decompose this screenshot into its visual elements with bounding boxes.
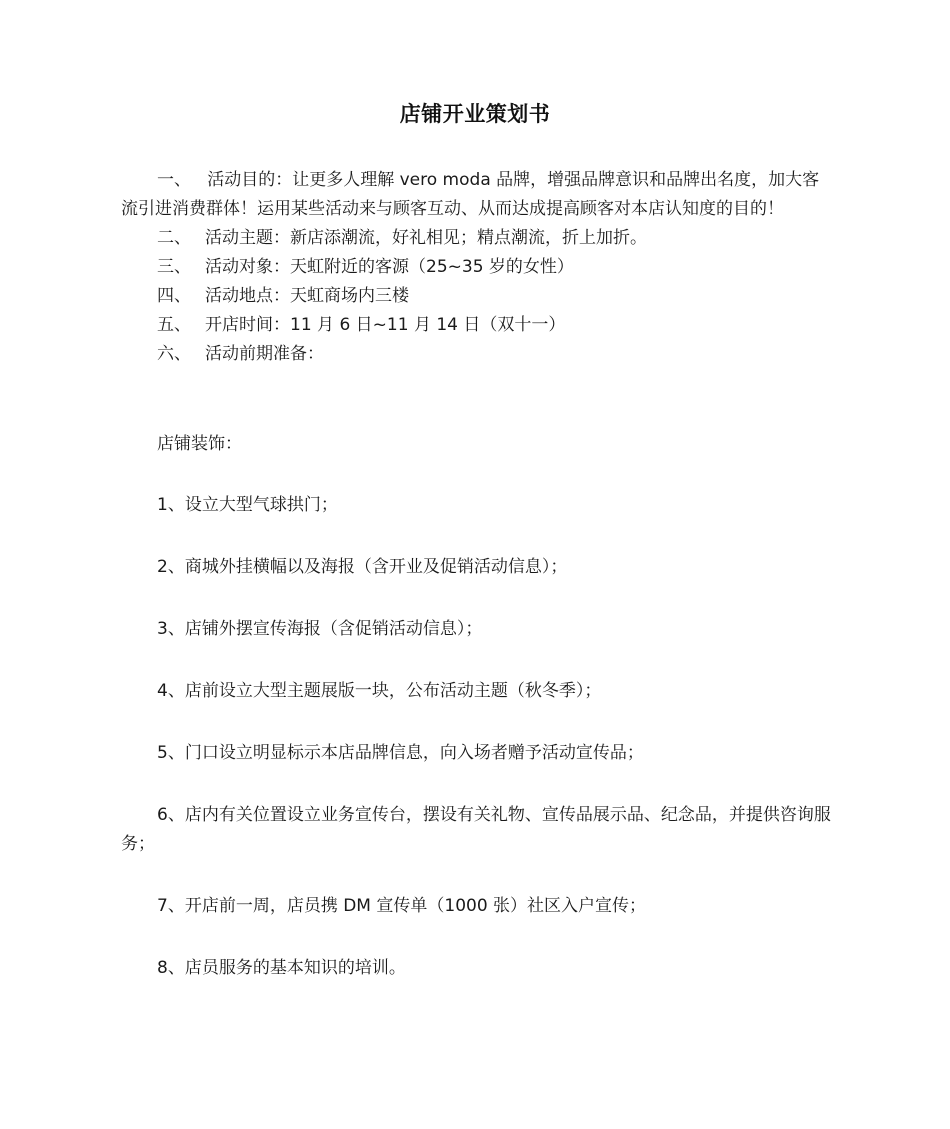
intro-paragraph bbox=[121, 166, 831, 224]
list-item bbox=[121, 311, 831, 340]
intro-number: 一、 bbox=[157, 170, 191, 190]
decoration-heading-block bbox=[121, 430, 831, 459]
list-item bbox=[121, 253, 831, 282]
list-item bbox=[121, 340, 831, 369]
intro-item bbox=[121, 166, 831, 224]
decoration-item: 4、店前设立大型主题展版一块，公布活动主题（秋冬季）； bbox=[157, 681, 602, 701]
item-number: 四、 bbox=[157, 286, 191, 306]
decoration-item: 7、开店前一周，店员携 DM 宣传单（1000 张）社区入户宣传； bbox=[157, 896, 647, 916]
item-text: 活动对象：天虹附近的客源（25~35 岁的女性） bbox=[205, 257, 574, 277]
decoration-item: 1、设立大型气球拱门； bbox=[157, 495, 338, 515]
decoration-item-4-block bbox=[121, 677, 831, 706]
item-text: 活动前期准备： bbox=[205, 344, 324, 364]
decoration-heading: 店铺装饰： bbox=[157, 434, 242, 454]
decoration-item-8-block bbox=[121, 954, 831, 983]
decoration-item-7-block bbox=[121, 892, 831, 921]
numbered-section bbox=[121, 166, 831, 369]
item-number: 五、 bbox=[157, 315, 191, 335]
item-text: 活动地点：天虹商场内三楼 bbox=[205, 286, 409, 306]
list-item bbox=[121, 224, 831, 253]
decoration-item-3-block bbox=[121, 615, 831, 644]
item-number: 六、 bbox=[157, 344, 191, 364]
decoration-item: 5、门口设立明显标示本店品牌信息，向入场者赠予活动宣传品； bbox=[157, 743, 644, 763]
decoration-item-2-block bbox=[121, 553, 831, 582]
decoration-item-5-block bbox=[121, 739, 831, 768]
decoration-item-1-block bbox=[121, 491, 831, 520]
item-number: 三、 bbox=[157, 257, 191, 277]
document-title: 店铺开业策划书 bbox=[399, 102, 551, 126]
item-text: 活动主题：新店添潮流，好礼相见；精点潮流，折上加折。 bbox=[205, 228, 647, 248]
decoration-item: 2、商城外挂横幅以及海报（含开业及促销活动信息）； bbox=[157, 557, 568, 577]
item-number: 二、 bbox=[157, 228, 191, 248]
decoration-item: 8、店员服务的基本知识的培训。 bbox=[157, 958, 406, 978]
list-item bbox=[121, 282, 831, 311]
decoration-item-6-block bbox=[121, 801, 831, 859]
decoration-item: 3、店铺外摆宣传海报（含促销活动信息）； bbox=[157, 619, 483, 639]
intro-text: 活动目的：让更多人理解 vero moda 品牌，增强品牌意识和品牌出名度，加大客流引进消费群体！运用某些活动来与顾客互动、从而达成提高顾客对本店认知度的目的！ bbox=[121, 170, 820, 219]
item-text: 开店时间：11 月 6 日~11 月 14 日（双十一） bbox=[205, 315, 566, 335]
decoration-item: 6、店内有关位置设立业务宣传台，摆设有关礼物、宣传品展示品、纪念品，并提供咨询服务； bbox=[121, 805, 831, 854]
